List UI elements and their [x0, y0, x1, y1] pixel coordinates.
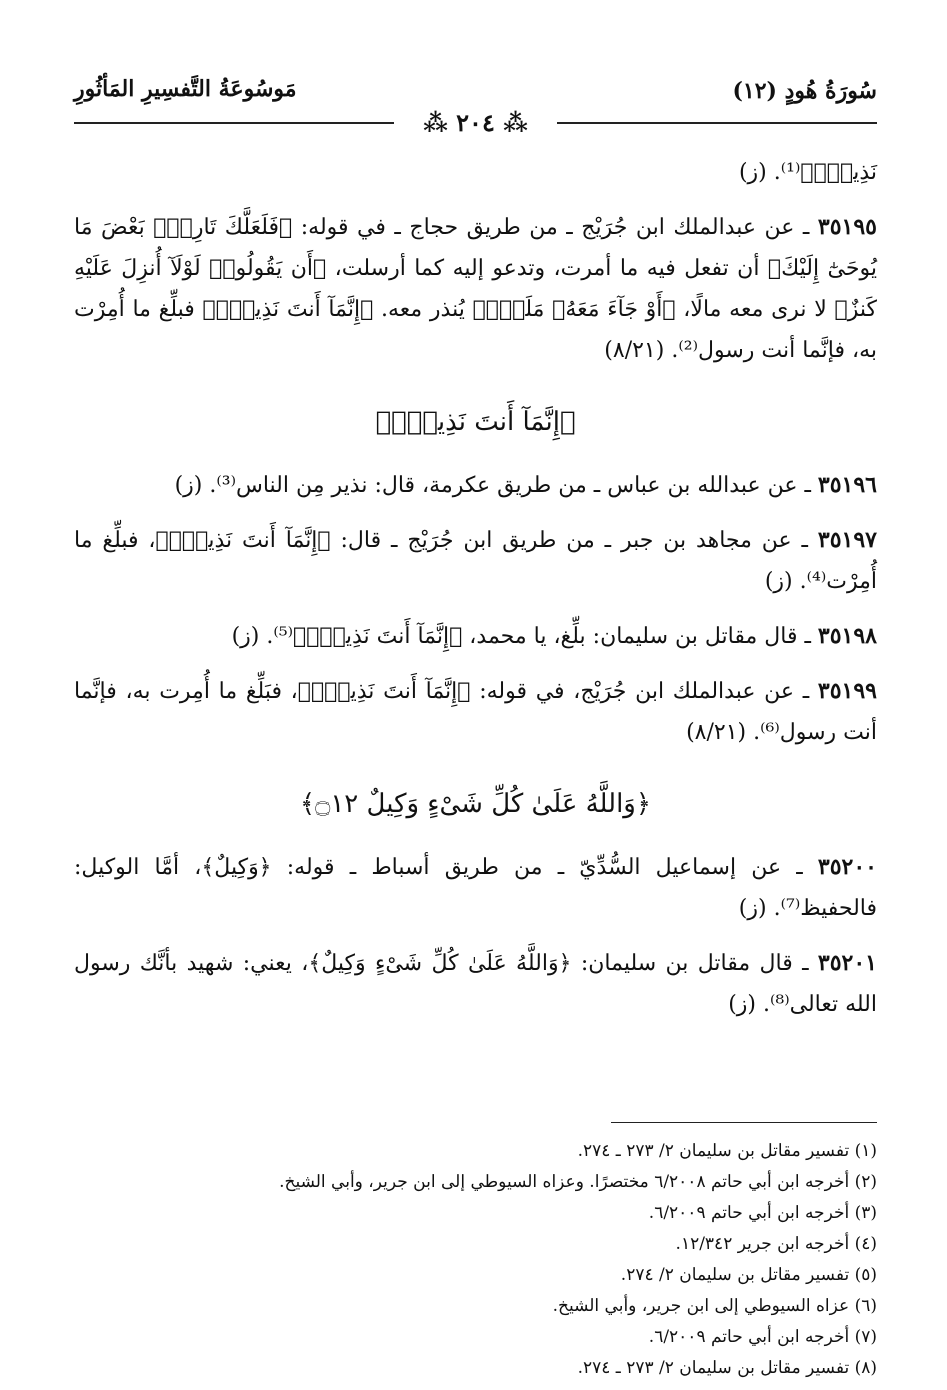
entry-text: ـ عن مجاهد بن جبر ـ من طريق ابن جُرَيْج ـ قال: ﴿إِنَّمَآ أَنتَ نَذِيرٌۚ﴾، فبلِّغ ما أُمِرْت⁽⁴⁾. (ز): [74, 528, 877, 594]
footnote: (٢) أخرجه ابن أبي حاتم ٦/٢٠٠٨ مختصرًا. وعزاه السيوطي إلى ابن جرير، وأبي الشيخ.: [279, 1172, 877, 1192]
entry-continuation: نَذِيرٌۚ﴾⁽¹⁾. (ز): [738, 160, 877, 185]
entry-number: ٣٥٢٠٠: [817, 854, 877, 880]
running-head-book-title: مَوسُوعَةُ التَّفسِيرِ المَأثُورِ: [74, 76, 297, 102]
entry-35200: [74, 847, 877, 929]
document-page: [74, 72, 877, 1378]
entry-35199: [74, 671, 877, 753]
entry-35201: [74, 943, 877, 1025]
entry-number: ٣٥١٩٩: [817, 678, 877, 704]
page-header: [74, 72, 877, 108]
entry-text: ـ عن إسماعيل السُّدِّيّ ـ من طريق أسباط ـ قوله: ﴿وَكِيلٌ﴾، أمَّا الوكيل: فالحفيظ⁽⁷⁾. (ز): [74, 855, 877, 921]
footnote: (٦) عزاه السيوطي إلى ابن جرير، وأبي الشيخ.: [552, 1296, 877, 1316]
footnote: (١) تفسير مقاتل بن سليمان ٢/ ٢٧٣ ـ ٢٧٤.: [577, 1141, 877, 1161]
verse-heading: ﴿إِنَّمَآ أَنتَ نَذِيرٌۚ﴾: [375, 407, 576, 437]
footnote: (٧) أخرجه ابن أبي حاتم ٦/٢٠٠٩.: [648, 1327, 877, 1347]
main-text: [74, 152, 877, 1025]
entry-number: ٣٥١٩٨: [817, 623, 877, 649]
page-number: ⁂ ٢٠٤ ⁂: [423, 108, 528, 137]
entry-35198: [74, 616, 877, 657]
header-rule-right: [557, 122, 877, 124]
verse-heading: ﴿وَاللَّهُ عَلَىٰ كُلِّ شَىْءٍ وَكِيلٌ ۝١٢﴾: [299, 789, 652, 819]
footnote: (٣) أخرجه ابن أبي حاتم ٦/٢٠٠٩.: [648, 1203, 877, 1223]
footnotes: [74, 1136, 877, 1384]
running-head-surah: سُورَةُ هُودٍ (١٢): [732, 78, 877, 104]
entry-35195: [74, 207, 877, 371]
entry-text: ـ قال مقاتل بن سليمان: ﴿وَاللَّهُ عَلَىٰ كُلِّ شَىْءٍ وَكِيلٌ﴾، يعني: شهيد بأنَّك رسول الله تعالى⁽⁸⁾. (ز): [74, 951, 877, 1017]
entry-number: ٣٥١٩٧: [817, 527, 877, 553]
footnote: (٤) أخرجه ابن جرير ١٢/٣٤٢.: [675, 1234, 877, 1254]
entry-number: ٣٥١٩٦: [817, 472, 877, 498]
header-rule-left: [74, 122, 394, 124]
entry-text: ـ عن عبدالملك ابن جُرَيْج، في قوله: ﴿إِنَّمَآ أَنتَ نَذِيرٌۚ﴾، فبَلِّغ ما أُمِرت به، فإنَّما أنت رسول⁽⁶⁾. (٨/٢١): [74, 679, 877, 745]
footnote: (٨) تفسير مقاتل بن سليمان ٢/ ٢٧٣ ـ ٢٧٤.: [577, 1358, 877, 1378]
entry-text: ـ عن عبدالملك ابن جُرَيْج ـ من طريق حجاج ـ في قوله: ﴿فَلَعَلَّكَ تَارِكُۢ بَعْضَ مَا يُوحَىٰٓ إِلَيْكَ﴾ أن تفعل فيه ما أمرت، وتدعو إليه كما أرسلت، ﴿أَن يَقُولُوا۟ لَوْلَآ أُنزِلَ عَلَيْهِ كَنزٌ﴾ لا نرى معه مالًا، ﴿أَوْ جَآءَ مَعَهُۥ مَلَكٌۚ﴾ يُنذر معه. ﴿إِنَّمَآ أَنتَ نَذِيرٌۚ﴾ فبلِّغ ما أُمِرْت به، فإنَّما أنت رسول⁽²⁾. (٨/٢١): [74, 215, 877, 363]
footnote-separator: [611, 1122, 877, 1123]
entry-text: ـ عن عبدالله بن عباس ـ من طريق عكرمة، قال: نذير مِن الناس⁽³⁾. (ز): [174, 473, 818, 498]
entry-35196: [74, 465, 877, 506]
entry-number: ٣٥٢٠١: [817, 950, 877, 976]
entry-35197: [74, 520, 877, 602]
entry-text: ـ قال مقاتل بن سليمان: بلِّغ، يا محمد، ﴿إِنَّمَآ أَنتَ نَذِيرٌۚ﴾⁽⁵⁾. (ز): [231, 624, 818, 649]
footnote: (٥) تفسير مقاتل بن سليمان ٢/ ٢٧٤.: [620, 1265, 877, 1285]
entry-number: ٣٥١٩٥: [817, 214, 877, 240]
